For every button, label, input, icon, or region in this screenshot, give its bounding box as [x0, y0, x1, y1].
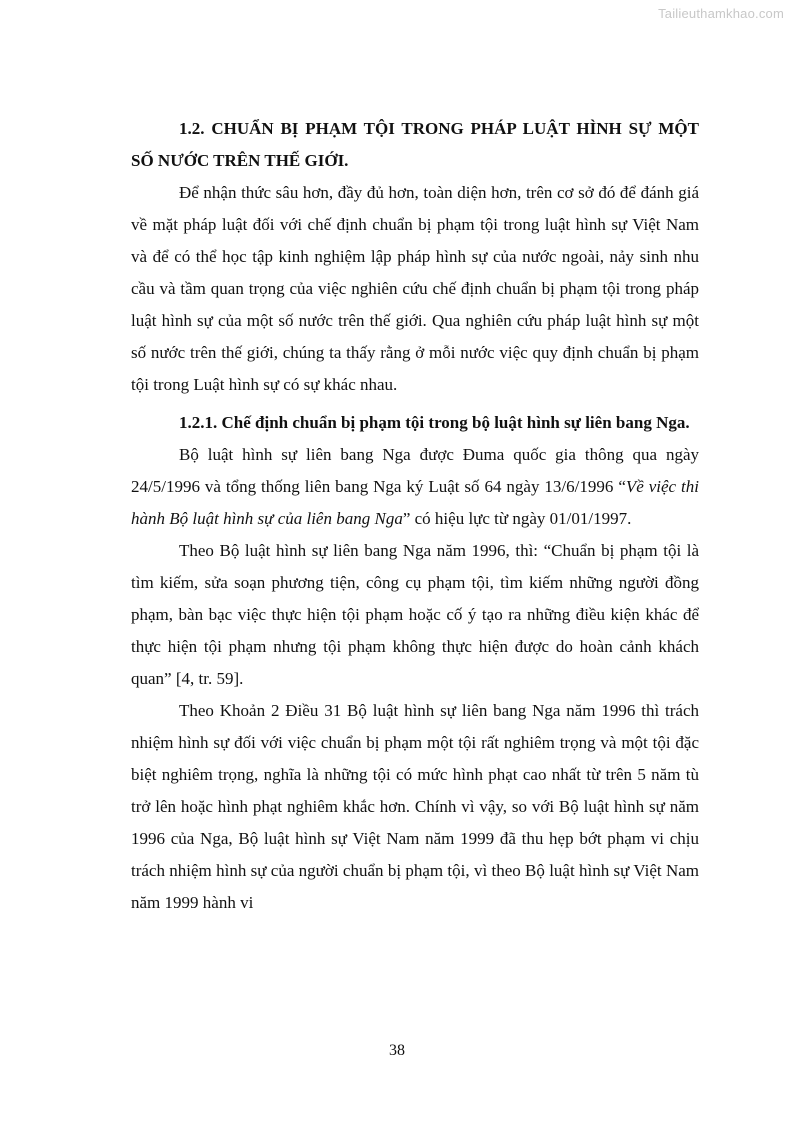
article-31-paragraph: Theo Khoản 2 Điều 31 Bộ luật hình sự liên bang Nga năm 1996 thì trách nhiệm hình sự đối với việc chuẩn bị phạm một tội rất nghiêm trọng và một tội đặc biệt nghiêm trọng, nghĩa là những tội có mức hình phạt cao nhất từ trên 5 năm tù trở lên hoặc hình phạt nghiêm khắc hơn. Chính vì vậy, so với Bộ luật hình sự năm 1996 của Nga, Bộ luật hình sự Việt Nam năm 1999 đã thu hẹp bớt phạm vi chịu trách nhiệm hình sự của người chuẩn bị phạm tội, vì theo Bộ luật hình sự Việt Nam năm 1999 hành vi: [131, 701, 699, 912]
page-body: [131, 113, 699, 919]
watermark: Tailieuthamkhao.com: [658, 6, 784, 21]
russia-intro-paragraph: [131, 439, 699, 535]
decree-title: Về việc thi hành Bộ luật hình sự của liên bang Nga: [131, 477, 699, 528]
russia-intro-text-before: Bộ luật hình sự liên bang Nga được Đuma quốc gia thông qua ngày 24/5/1996 và tổng thống liên bang Nga ký Luật số 64 ngày 13/6/1996 “: [131, 445, 699, 496]
section-heading: 1.2. CHUẨN BỊ PHẠM TỘI TRONG PHÁP LUẬT HÌNH SỰ MỘT SỐ NƯỚC TRÊN THẾ GIỚI.: [131, 119, 699, 170]
subsection-heading: 1.2.1. Chế định chuẩn bị phạm tội trong bộ luật hình sự liên bang Nga.: [179, 413, 690, 432]
russia-intro-text-after: ” có hiệu lực từ ngày 01/01/1997.: [402, 509, 632, 528]
definition-paragraph: Theo Bộ luật hình sự liên bang Nga năm 1996, thì: “Chuẩn bị phạm tội là tìm kiếm, sửa soạn phương tiện, công cụ phạm tội, tìm kiếm những người đồng phạm, bàn bạc việc thực hiện tội phạm hoặc cố ý tạo ra những điều kiện khác để thực hiện tội phạm nhưng tội phạm không thực hiện được do hoàn cảnh khách quan” [4, tr. 59].: [131, 541, 699, 688]
page-number: 38: [389, 1042, 405, 1059]
intro-paragraph: Để nhận thức sâu hơn, đầy đủ hơn, toàn diện hơn, trên cơ sở đó để đánh giá về mặt pháp luật đối với chế định chuẩn bị phạm tội trong luật hình sự Việt Nam và để có thể học tập kinh nghiệm lập pháp hình sự của nước ngoài, nảy sinh nhu cầu và tầm quan trọng của việc nghiên cứu chế định chuẩn bị phạm tội trong pháp luật hình sự của một số nước trên thế giới. Qua nghiên cứu pháp luật hình sự một số nước trên thế giới, chúng ta thấy rằng ở mỗi nước việc quy định chuẩn bị phạm tội trong Luật hình sự có sự khác nhau.: [131, 183, 699, 394]
